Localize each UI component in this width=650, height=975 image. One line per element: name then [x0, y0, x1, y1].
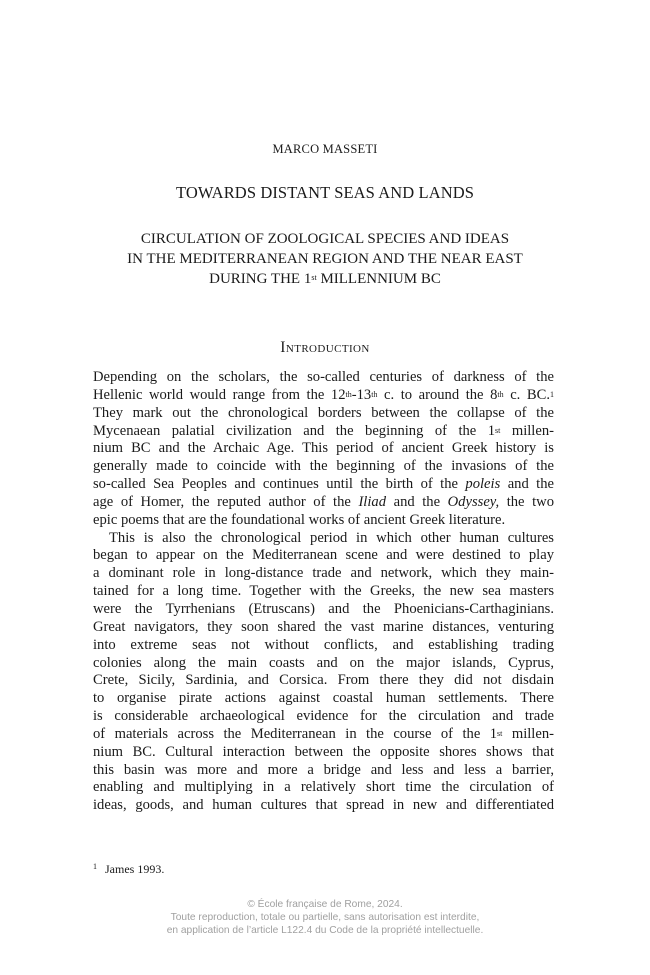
text-line: Mycenaean palatial civilization and the beginning of the 1st millen-: [93, 422, 554, 439]
footnote-number: 1: [93, 862, 97, 871]
footnote: [93, 862, 164, 877]
text-line: This is also the chronological period in which other human cultures: [109, 529, 554, 546]
subtitle-text: MILLENNIUM BC: [316, 271, 441, 287]
text-line: Great navigators, they soon shared the vast marine distances, venturing: [93, 618, 554, 635]
chapter-subtitle: [0, 229, 650, 289]
text-line: They mark out the chronological borders between the collapse of the: [93, 404, 554, 421]
text-line: a dominant role in long-distance trade and network, which they main-: [93, 565, 554, 582]
text-line: epic poems that are the foundational works of ancient Greek literature.: [93, 511, 506, 528]
text-line: nium BC and the Archaic Age. This period of ancient Greek history is: [93, 440, 554, 457]
copyright-line: en application de l’article L122.4 du Code de la propriété intellectuelle.: [166, 924, 484, 936]
subtitle-text: DURING THE 1: [209, 271, 312, 287]
text-line: into extreme seas not without conflicts, and establishing trading: [93, 636, 554, 653]
subtitle-line: IN THE MEDITERRANEAN REGION AND THE NEAR EAST: [127, 251, 523, 267]
text-line: Depending on the scholars, the so-called centuries of darkness of the: [93, 369, 554, 385]
text-line: ideas, goods, and human cultures that spread in new and differentiated: [93, 797, 554, 814]
subtitle-line: CIRCULATION OF ZOOLOGICAL SPECIES AND IDEAS: [140, 231, 510, 247]
subtitle-line: [0, 269, 650, 289]
text-line: generally made to coincide with the beginning of the invasions of the: [93, 458, 554, 475]
ordinal-superscript: st: [311, 273, 317, 282]
text-line: of materials across the Mediterranean in the course of the 1st millen-: [93, 725, 554, 742]
text-line: were the Tyrrhenians (Etruscans) and the Phoenicians-Carthaginians.: [93, 600, 554, 617]
copyright-line: Toute reproduction, totale ou partielle, sans autorisation est interdite,: [170, 911, 480, 923]
text-line: Hellenic world would range from the 12th-13th c. to around the 8th c. BC.$^1$: [93, 386, 555, 403]
text-line: to organise pirate actions against coastal human settlements. There: [93, 690, 554, 707]
body-text: [93, 369, 554, 815]
text-line: colonies along the main coasts and on the major islands, Cyprus,: [93, 654, 554, 671]
footnote-text: James 1993.: [105, 862, 165, 876]
copyright-notice: [0, 899, 650, 937]
text-line: is considerable archaeological evidence for the circulation and trade: [93, 708, 554, 725]
text-line: age of Homer, the reputed author of the Iliad and the Odyssey, the two: [93, 493, 554, 510]
chapter-title: TOWARDS DISTANT SEAS AND LANDS: [175, 183, 475, 202]
section-heading: Introduction: [280, 339, 370, 356]
text-line: nium BC. Cultural interaction between the opposite shores shows that: [93, 743, 554, 760]
author-name: MARCO MASSETI: [272, 142, 378, 156]
text-line: Crete, Sicily, Sardinia, and Corsica. From there they did not disdain: [93, 672, 554, 689]
text-line: began to appear on the Mediterranean scene and were destined to play: [93, 547, 554, 564]
copyright-line: © École française de Rome, 2024.: [247, 899, 403, 910]
footnote-reference: 1: [550, 389, 555, 399]
text-line: tained for a long time. Together with the Greeks, the new sea masters: [93, 583, 554, 600]
text-line: enabling and multiplying in a relatively short time the circulation of: [93, 779, 554, 796]
text-line: so-called Sea Peoples and continues until the birth of the poleis and the: [93, 476, 555, 493]
text-line: this basin was more and more a bridge and less and less a barrier,: [93, 761, 554, 778]
